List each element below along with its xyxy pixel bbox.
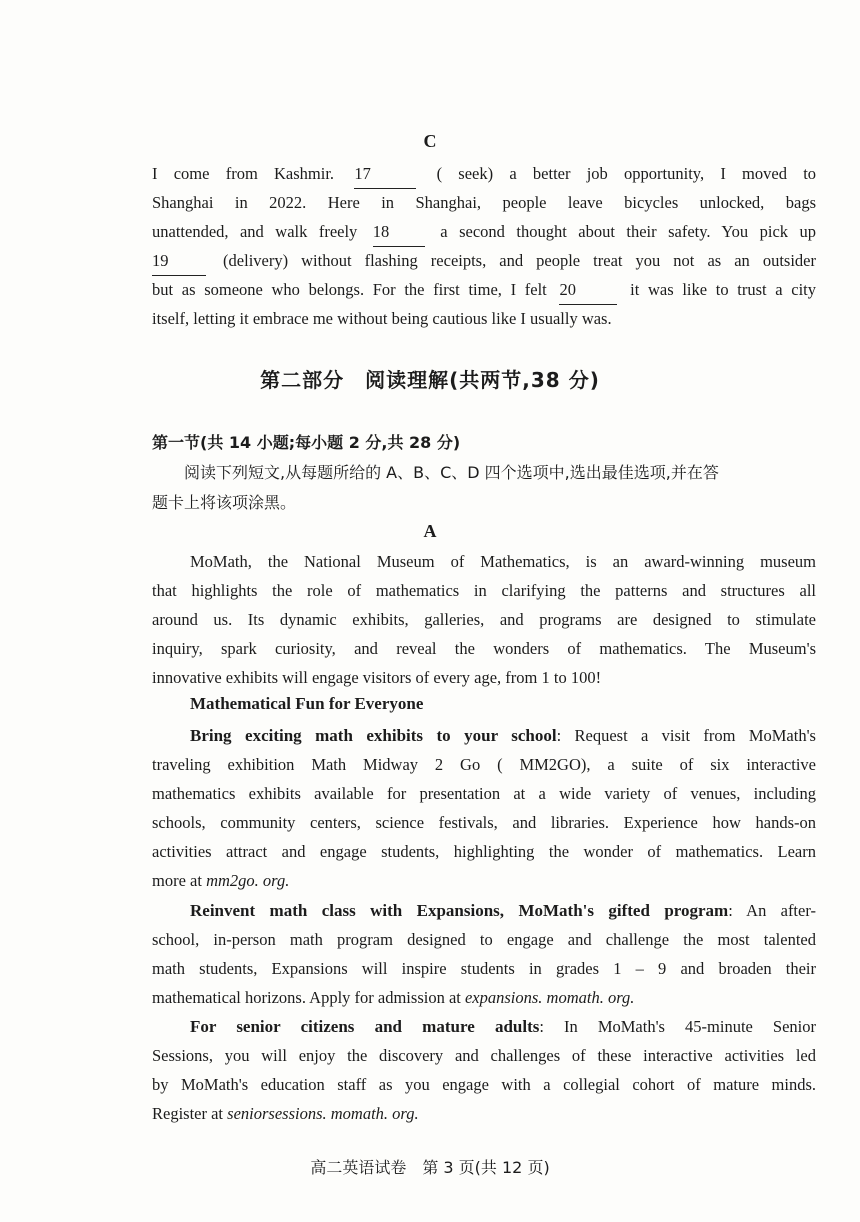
section-c-passage: [152, 159, 816, 333]
item-school-exhibits: [152, 721, 816, 895]
passage-line: Bring exciting math exhibits to your school: Request a visit from MoMath's: [190, 726, 816, 745]
passage-a-intro: [152, 547, 816, 692]
link-expansions[interactable]: expansions. momath. org.: [464, 988, 635, 1007]
passage-line: Shanghai in 2022. Here in Shanghai, people leave bicycles unlocked, bags: [152, 193, 816, 212]
instruction: [152, 458, 816, 518]
passage-line: I come from Kashmir. 17 ( seek) a better job opportunity, I moved to: [152, 159, 816, 188]
item-expansions: [152, 896, 816, 1012]
passage-line: but as someone who belongs. For the first time, I felt 20 it was like to trust a city: [152, 275, 816, 304]
passage-line: itself, letting it embrace me without being cautious like I usually was.: [152, 309, 612, 328]
instruction-line: 题卡上将该项涂黑。: [152, 493, 297, 512]
blank-19: 19: [152, 246, 206, 276]
passage-line: that highlights the role of mathematics in clarifying the patterns and structures all: [152, 581, 816, 600]
item-lead: For senior citizens and mature adults: [190, 1017, 540, 1036]
passage-line: math students, Expansions will inspire students in grades 1 – 9 and broaden their: [152, 959, 816, 978]
passage-line: 19 (delivery) without flashing receipts, and people treat you not as an outsider: [152, 246, 816, 275]
passage-subtitle: Mathematical Fun for Everyone: [190, 694, 424, 713]
passage-line: mathematics exhibits available for presentation at a wide variety of venues, including: [152, 784, 816, 803]
passage-line: more at mm2go. org.: [152, 871, 290, 890]
link-seniorsessions[interactable]: seniorsessions. momath. org.: [227, 1104, 419, 1123]
passage-line: schools, community centers, science festivals, and libraries. Experience how hands-on: [152, 813, 816, 832]
passage-line: Register at seniorsessions. momath. org.: [152, 1104, 419, 1123]
link-mm2go[interactable]: mm2go. org.: [206, 871, 290, 890]
passage-line: For senior citizens and mature adults: In MoMath's 45-minute Senior: [190, 1017, 816, 1036]
passage-line: Reinvent math class with Expansions, MoMath's gifted program: An after-: [190, 901, 817, 920]
passage-line: activities attract and engage students, highlighting the wonder of mathematics. Learn: [152, 842, 816, 861]
passage-line: by MoMath's education staff as you engage with a collegial cohort of mature minds.: [152, 1075, 816, 1094]
item-lead: Reinvent math class with Expansions, MoMath's gifted program: [190, 901, 729, 920]
passage-line: MoMath, the National Museum of Mathematics, is an award-winning museum: [190, 552, 816, 571]
passage-line: traveling exhibition Math Midway 2 Go ( MM2GO), a suite of six interactive: [152, 755, 816, 774]
passage-line: school, in-person math program designed to engage and challenge the most talented: [152, 930, 816, 949]
passage-line: innovative exhibits will engage visitors of every age, from 1 to 100!: [152, 668, 602, 687]
passage-line: around us. Its dynamic exhibits, galleries, and programs are designed to stimulate: [152, 610, 816, 629]
item-lead: Bring exciting math exhibits to your school: [190, 726, 557, 745]
passage-a-heading: A: [423, 521, 437, 541]
page-footer: 高二英语试卷 第 3 页(共 12 页): [310, 1158, 550, 1177]
section-one-title: 第一节(共 14 小题;每小题 2 分,共 28 分): [152, 433, 461, 452]
passage-line: Sessions, you will enjoy the discovery and challenges of these interactive activities led: [152, 1046, 816, 1065]
section-c-heading: C: [423, 131, 437, 151]
passage-line: mathematical horizons. Apply for admission at expansions. momath. org.: [152, 988, 635, 1007]
blank-20: 20: [559, 275, 617, 305]
item-senior: [152, 1012, 816, 1128]
blank-18: 18: [373, 217, 425, 247]
instruction-line: 阅读下列短文,从每题所给的 A、B、C、D 四个选项中,选出最佳选项,并在答: [184, 463, 719, 482]
passage-line: inquiry, spark curiosity, and reveal the wonders of mathematics. The Museum's: [152, 639, 816, 658]
part-two-title: 第二部分 阅读理解(共两节,38 分): [260, 368, 600, 392]
passage-line: unattended, and walk freely 18 a second thought about their safety. You pick up: [152, 217, 816, 246]
blank-17: 17: [354, 159, 416, 189]
